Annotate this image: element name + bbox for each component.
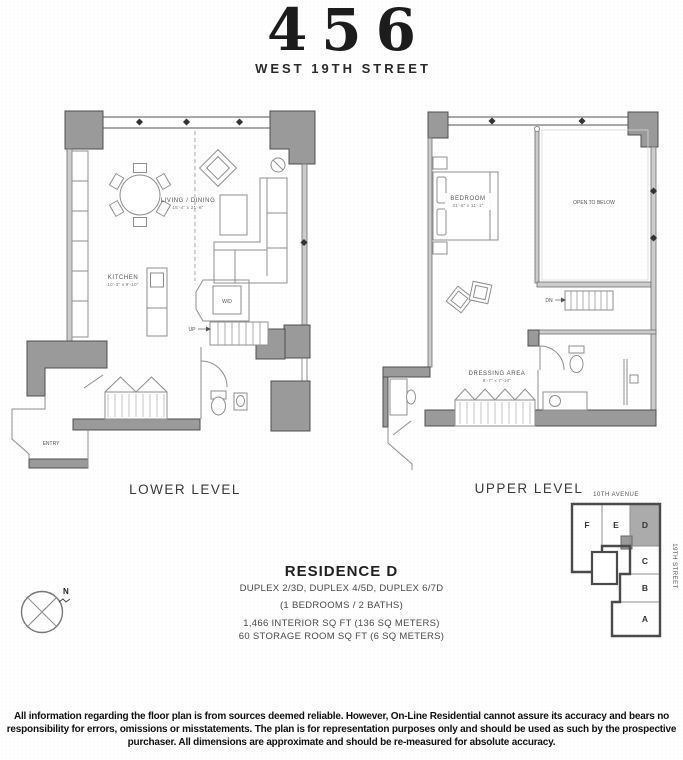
bedroom-label: BEDROOM: [450, 196, 486, 202]
laundry-closet: [196, 280, 249, 321]
header: [0, 0, 683, 76]
up-label: UP: [188, 327, 196, 333]
upper-bathroom-fixtures: [543, 346, 638, 410]
street-name: WEST 19TH STREET: [255, 61, 431, 76]
unit-b-label: B: [641, 583, 649, 593]
dressing-area-dims: 6'-7" x 7'-10": [482, 378, 512, 383]
lower-bathroom-fixtures: [211, 391, 247, 415]
building-core: [592, 552, 617, 584]
key-plan: [555, 484, 683, 654]
dressing-closet: [455, 389, 535, 426]
dining-table: [109, 164, 170, 227]
living-furniture: [200, 150, 287, 283]
unit-c-label: C: [641, 556, 649, 566]
kitchen-label: KITCHEN: [107, 275, 139, 281]
lower-level-title: LOWER LEVEL: [129, 482, 241, 497]
hall-desk: [390, 379, 416, 415]
avenue-label: 10TH AVENUE: [593, 492, 639, 498]
north-label: N: [63, 587, 69, 596]
living-dining-label: LIVING / DINING: [160, 198, 216, 204]
entry-closet: [84, 375, 167, 419]
dressing-area-label: DRESSING AREA: [468, 371, 526, 377]
lower-level-floor-plan: [5, 103, 325, 503]
stairs-lower: [189, 322, 268, 345]
upper-level-title: UPPER LEVEL: [474, 481, 584, 496]
open-to-below-label: OPEN TO BELOW: [573, 200, 615, 206]
kitchen-dims: 10'-3" x 9'-10": [107, 282, 139, 287]
living-dining-dims: 15'-4" x 21'-8": [172, 205, 204, 210]
duplex-line: DUPLEX 2/3D, DUPLEX 4/5D, DUPLEX 6/7D: [239, 583, 444, 594]
unit-e-label: E: [613, 520, 619, 530]
unit-a-label: A: [641, 614, 649, 624]
stairs-upper: [545, 291, 613, 310]
building-number: 456: [266, 0, 431, 64]
unit-d-label: D: [641, 520, 649, 530]
unit-f-label: F: [584, 520, 590, 530]
entry-label: ENTRY: [42, 441, 60, 447]
storage-sqft-line: 60 STORAGE ROOM SQ FT (6 SQ METERS): [238, 631, 445, 642]
bedroom-armchairs: [446, 281, 492, 313]
bedroom-dims: 21'-6" x 11'-1": [452, 203, 484, 208]
dn-label: DN: [545, 298, 553, 304]
disclaimer-text: All information regarding the floor plan is from sources deemed reliable. However, On-Line Residential cannot assure its accuracy and bears no responsibility for errors, omissions or misstatements. The plan is for representation purposes only and should be used as such by the prospective purchaser. All dimensions are approximate and should be re-measured for absolute accuracy.: [6, 711, 677, 748]
upper-level-floor-plan: [365, 103, 683, 503]
interior-sqft-line: 1,466 INTERIOR SQ FT (136 SQ METERS): [243, 618, 440, 629]
street-label: 19TH STREET: [671, 543, 677, 589]
washer-dryer-label: W/D: [222, 299, 232, 305]
rooms-line: (1 BEDROOMS / 2 BATHS): [279, 600, 404, 611]
residence-title: RESIDENCE D: [284, 563, 399, 580]
